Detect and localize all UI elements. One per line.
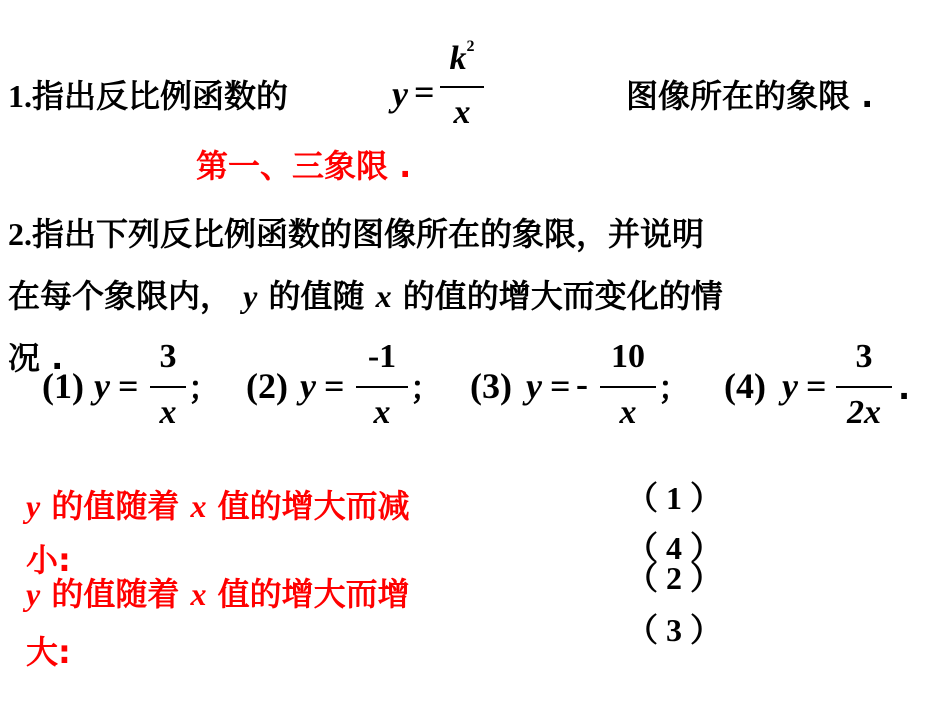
answer-increase-line2: 大: — [26, 633, 71, 671]
q2-line3: 况 . — [8, 339, 64, 377]
answer-increase-y: y — [26, 576, 41, 612]
q2-line1-text: 指出下列反比例函数的图像所在的象限，并说明 — [32, 215, 705, 253]
function-1-fraction — [150, 336, 186, 440]
function-4-eq: = — [806, 366, 827, 406]
function-1-label: (1) — [42, 366, 84, 406]
function-2-numerator: -1 — [367, 338, 397, 375]
answer-decrease-y: y — [26, 488, 41, 524]
function-1-sep: ； — [188, 369, 221, 407]
function-2-sep: ； — [410, 369, 443, 407]
answer-decrease-line1 — [26, 486, 410, 526]
answer-decrease-b: 值的增大而减 — [217, 487, 410, 525]
decrease-item-1: （ 1 ） — [626, 480, 723, 516]
answer-decrease-a: 的值随着 — [51, 487, 180, 525]
function-1-bar — [150, 386, 186, 388]
function-1-denominator: x — [159, 394, 177, 431]
q2-line2 — [8, 276, 723, 316]
q1-eq: = — [414, 72, 435, 112]
function-3-bar — [600, 386, 656, 388]
function-3-sign: - — [576, 364, 588, 404]
function-1-numerator: 3 — [159, 338, 177, 375]
function-2-fraction — [356, 336, 408, 440]
function-3-y: y — [526, 366, 542, 406]
decrease-item-2: （ 4 ） — [626, 530, 723, 566]
function-3-numerator: 10 — [611, 338, 645, 375]
function-1-y: y — [94, 366, 110, 406]
q1-suffix: 图像所在的象限 . — [626, 77, 874, 115]
answer-increase-a: 的值随着 — [51, 575, 180, 613]
function-4-y: y — [782, 366, 798, 406]
answer-increase-x: x — [190, 576, 207, 612]
function-1-eq: = — [118, 366, 139, 406]
q1-y: y — [392, 74, 408, 114]
function-2-denominator: x — [373, 394, 391, 431]
q1-fraction-bar — [440, 86, 484, 88]
q2-line2-c: 的值的增大而变化的情 — [402, 277, 723, 315]
function-2-eq: = — [324, 366, 345, 406]
q2-line2-y: y — [243, 278, 258, 314]
q2-line2-x: x — [375, 278, 392, 314]
q2-label: 2. — [8, 216, 32, 252]
function-2-bar — [356, 386, 408, 388]
function-2-label: (2) — [246, 366, 288, 406]
q1-label: 1. — [8, 78, 32, 114]
function-2-y: y — [300, 366, 316, 406]
function-3-fraction — [600, 336, 656, 440]
answer-increase-line1 — [26, 574, 410, 614]
function-3-label: (3) — [470, 366, 512, 406]
increase-item-1: （ 2 ） — [626, 560, 723, 596]
function-4-bar — [836, 386, 892, 388]
function-4-label: (4) — [724, 366, 766, 406]
q1-line — [8, 76, 288, 116]
q2-line2-a: 在每个象限内， — [8, 277, 233, 315]
answer-increase-b: 值的增大而增 — [217, 575, 410, 613]
answer-decrease-x: x — [190, 488, 207, 524]
function-4-denominator: 2x — [847, 394, 881, 431]
function-3-eq: = — [550, 366, 571, 406]
function-4-numerator: 3 — [855, 338, 873, 375]
q1-fraction — [440, 36, 484, 136]
q1-answer: 第一、三象限 . — [196, 147, 412, 185]
q1-prefix: 指出反比例函数的 — [32, 77, 289, 115]
function-3-sep: ； — [658, 369, 691, 407]
function-3-denominator: x — [619, 394, 637, 431]
q2-line2-b: 的值随 — [268, 277, 365, 315]
increase-item-2: （ 3 ） — [626, 612, 723, 648]
answer-decrease-line2: 小: — [26, 541, 71, 579]
q2-line1 — [8, 214, 704, 254]
q1-denominator: x — [453, 94, 471, 131]
function-4-sep: . — [898, 369, 911, 407]
q1-numerator: $k^2$ — [449, 37, 475, 77]
function-4-fraction — [836, 336, 892, 440]
q1-exponent: 2 — [466, 37, 475, 55]
